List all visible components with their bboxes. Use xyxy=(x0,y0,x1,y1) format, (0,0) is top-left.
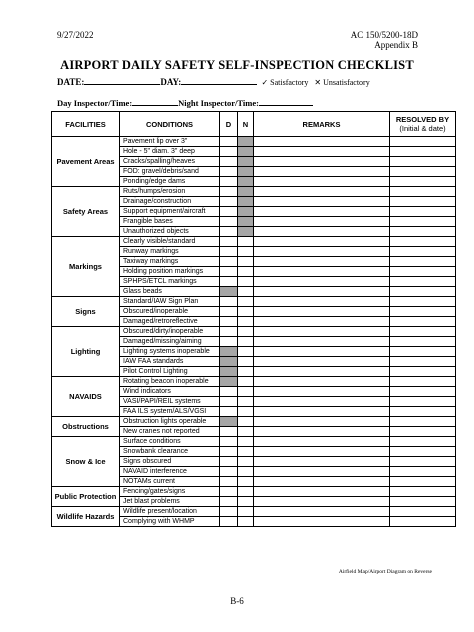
night-check-cell xyxy=(238,157,254,167)
condition-cell: Obscured/inoperable xyxy=(120,307,220,317)
night-check-cell[interactable] xyxy=(238,467,254,477)
resolved-cell[interactable] xyxy=(390,147,456,157)
resolved-cell[interactable] xyxy=(390,187,456,197)
night-check-cell xyxy=(238,137,254,147)
night-check-cell[interactable] xyxy=(238,387,254,397)
condition-cell: Fencing/gates/signs xyxy=(120,487,220,497)
day-check-cell[interactable] xyxy=(220,257,238,267)
remarks-cell[interactable] xyxy=(254,157,390,167)
day-check-cell xyxy=(220,417,238,427)
day-check-cell[interactable] xyxy=(220,237,238,247)
remarks-cell[interactable] xyxy=(254,407,390,417)
condition-cell: Glass beads xyxy=(120,287,220,297)
checkmark-icon: ✓ xyxy=(261,78,269,87)
night-check-cell[interactable] xyxy=(238,457,254,467)
page-title: AIRPORT DAILY SAFETY SELF-INSPECTION CHECKLIST xyxy=(60,58,414,72)
day-check-cell[interactable] xyxy=(220,457,238,467)
resolved-cell[interactable] xyxy=(390,167,456,177)
night-check-cell[interactable] xyxy=(238,327,254,337)
resolved-cell[interactable] xyxy=(390,337,456,347)
resolved-cell[interactable] xyxy=(390,287,456,297)
resolved-cell[interactable] xyxy=(390,217,456,227)
table-header-row xyxy=(52,112,456,137)
resolved-cell[interactable] xyxy=(390,357,456,367)
footnote: Airfield Map/Airport Diagram on Reverse xyxy=(338,569,432,575)
night-check-cell[interactable] xyxy=(238,337,254,347)
day-check-cell[interactable] xyxy=(220,197,238,207)
remarks-cell[interactable] xyxy=(254,217,390,227)
day-label: DAY: xyxy=(160,77,182,87)
day-check-cell[interactable] xyxy=(220,177,238,187)
day-check-cell xyxy=(220,357,238,367)
remarks-cell[interactable] xyxy=(254,437,390,447)
facility-cell: Pavement Areas xyxy=(52,137,120,187)
remarks-cell[interactable] xyxy=(254,177,390,187)
condition-cell: Taxiway markings xyxy=(120,257,220,267)
condition-cell: Standard/IAW Sign Plan xyxy=(120,297,220,307)
resolved-cell[interactable] xyxy=(390,157,456,167)
remarks-cell[interactable] xyxy=(254,467,390,477)
remarks-cell[interactable] xyxy=(254,377,390,387)
condition-cell: Ruts/humps/erosion xyxy=(120,187,220,197)
facility-cell: NAVAIDS xyxy=(52,377,120,417)
remarks-cell[interactable] xyxy=(254,507,390,517)
remarks-cell[interactable] xyxy=(254,397,390,407)
condition-cell: Runway markings xyxy=(120,247,220,257)
condition-cell: VASI/PAPI/REIL systems xyxy=(120,397,220,407)
condition-cell: Rotating beacon inoperable xyxy=(120,377,220,387)
condition-cell: FAA ILS system/ALS/VGSI xyxy=(120,407,220,417)
resolved-cell[interactable] xyxy=(390,517,456,527)
day-check-cell[interactable] xyxy=(220,387,238,397)
condition-cell: Frangible bases xyxy=(120,217,220,227)
remarks-cell[interactable] xyxy=(254,457,390,467)
resolved-cell[interactable] xyxy=(390,257,456,267)
remarks-cell[interactable] xyxy=(254,167,390,177)
night-check-cell[interactable] xyxy=(238,507,254,517)
night-check-cell[interactable] xyxy=(238,497,254,507)
remarks-cell[interactable] xyxy=(254,267,390,277)
remarks-cell[interactable] xyxy=(254,207,390,217)
day-check-cell[interactable] xyxy=(220,297,238,307)
remarks-cell[interactable] xyxy=(254,477,390,487)
day-check-cell[interactable] xyxy=(220,507,238,517)
night-check-cell xyxy=(238,177,254,187)
remarks-cell[interactable] xyxy=(254,357,390,367)
night-inspector-label: Night Inspector/Time: xyxy=(178,98,259,108)
condition-cell: Pilot Control Lighting xyxy=(120,367,220,377)
date-day-line xyxy=(57,75,370,87)
day-check-cell[interactable] xyxy=(220,447,238,457)
resolved-cell[interactable] xyxy=(390,467,456,477)
day-check-cell[interactable] xyxy=(220,207,238,217)
condition-cell: Obstruction lights operable xyxy=(120,417,220,427)
appendix-label: Appendix B xyxy=(374,40,418,50)
condition-cell: Snowbank clearance xyxy=(120,447,220,457)
day-check-cell[interactable] xyxy=(220,277,238,287)
condition-cell: Obscured/dirty/inoperable xyxy=(120,327,220,337)
remarks-cell[interactable] xyxy=(254,277,390,287)
resolved-cell[interactable] xyxy=(390,207,456,217)
condition-cell: Jet blast problems xyxy=(120,497,220,507)
remarks-cell[interactable] xyxy=(254,327,390,337)
col-remarks: REMARKS xyxy=(254,112,390,137)
night-check-cell[interactable] xyxy=(238,277,254,287)
day-field[interactable] xyxy=(181,75,257,85)
table-row xyxy=(52,437,456,447)
remarks-cell[interactable] xyxy=(254,257,390,267)
col-d: D xyxy=(220,112,238,137)
remarks-cell[interactable] xyxy=(254,367,390,377)
day-check-cell[interactable] xyxy=(220,397,238,407)
ac-number: AC 150/5200-18D xyxy=(350,30,418,40)
night-check-cell[interactable] xyxy=(238,297,254,307)
resolved-cell[interactable] xyxy=(390,477,456,487)
col-conditions: CONDITIONS xyxy=(120,112,220,137)
condition-cell: Cracks/spalling/heaves xyxy=(120,157,220,167)
inspector-line xyxy=(57,96,313,108)
night-check-cell[interactable] xyxy=(238,427,254,437)
day-check-cell[interactable] xyxy=(220,487,238,497)
night-check-cell xyxy=(238,227,254,237)
night-inspector-field[interactable] xyxy=(259,96,313,106)
col-facilities: FACILITIES xyxy=(52,112,120,137)
day-check-cell[interactable] xyxy=(220,477,238,487)
resolved-cell[interactable] xyxy=(390,437,456,447)
resolved-sublabel: (Initial & date) xyxy=(399,124,446,133)
day-check-cell[interactable] xyxy=(220,337,238,347)
night-check-cell xyxy=(238,197,254,207)
resolved-cell[interactable] xyxy=(390,237,456,247)
remarks-cell[interactable] xyxy=(254,447,390,457)
remarks-cell[interactable] xyxy=(254,197,390,207)
day-check-cell xyxy=(220,377,238,387)
resolved-cell[interactable] xyxy=(390,387,456,397)
resolved-cell[interactable] xyxy=(390,327,456,337)
condition-cell: NAVAID interference xyxy=(120,467,220,477)
resolved-cell[interactable] xyxy=(390,497,456,507)
remarks-cell[interactable] xyxy=(254,187,390,197)
table-row xyxy=(52,187,456,197)
facility-cell: Public Protection xyxy=(52,487,120,507)
resolved-cell[interactable] xyxy=(390,347,456,357)
remarks-cell[interactable] xyxy=(254,297,390,307)
col-n: N xyxy=(238,112,254,137)
remarks-cell[interactable] xyxy=(254,487,390,497)
facility-cell: Obstructions xyxy=(52,417,120,437)
night-check-cell[interactable] xyxy=(238,287,254,297)
table-row xyxy=(52,327,456,337)
resolved-cell[interactable] xyxy=(390,317,456,327)
day-check-cell[interactable] xyxy=(220,217,238,227)
resolved-cell[interactable] xyxy=(390,177,456,187)
condition-cell: New cranes not reported xyxy=(120,427,220,437)
day-check-cell xyxy=(220,347,238,357)
remarks-cell[interactable] xyxy=(254,247,390,257)
resolved-cell[interactable] xyxy=(390,307,456,317)
day-check-cell[interactable] xyxy=(220,407,238,417)
condition-cell: Damaged/retroreflective xyxy=(120,317,220,327)
resolved-cell[interactable] xyxy=(390,417,456,427)
table-row xyxy=(52,297,456,307)
condition-cell: FOD: gravel/debris/sand xyxy=(120,167,220,177)
day-check-cell[interactable] xyxy=(220,187,238,197)
resolved-label: RESOLVED BY xyxy=(395,115,450,124)
x-mark-icon: ✕ xyxy=(314,78,322,87)
condition-cell: Holding position markings xyxy=(120,267,220,277)
remarks-cell[interactable] xyxy=(254,317,390,327)
table-row xyxy=(52,237,456,247)
day-check-cell[interactable] xyxy=(220,157,238,167)
night-check-cell[interactable] xyxy=(238,347,254,357)
condition-cell: SPHPS/ETCL markings xyxy=(120,277,220,287)
resolved-cell[interactable] xyxy=(390,297,456,307)
legend xyxy=(259,78,369,87)
resolved-cell[interactable] xyxy=(390,227,456,237)
day-check-cell[interactable] xyxy=(220,467,238,477)
resolved-cell[interactable] xyxy=(390,457,456,467)
resolved-cell[interactable] xyxy=(390,447,456,457)
day-check-cell[interactable] xyxy=(220,317,238,327)
condition-cell: Unauthorized objects xyxy=(120,227,220,237)
remarks-cell[interactable] xyxy=(254,237,390,247)
day-check-cell[interactable] xyxy=(220,497,238,507)
condition-cell: Ponding/edge dams xyxy=(120,177,220,187)
remarks-cell[interactable] xyxy=(254,147,390,157)
condition-cell: Support equipment/aircraft xyxy=(120,207,220,217)
condition-cell: Pavement lip over 3" xyxy=(120,137,220,147)
resolved-cell[interactable] xyxy=(390,397,456,407)
table-row xyxy=(52,137,456,147)
resolved-cell[interactable] xyxy=(390,487,456,497)
table-row xyxy=(52,487,456,497)
condition-cell: Complying with WHMP xyxy=(120,517,220,527)
condition-cell: Drainage/construction xyxy=(120,197,220,207)
table-row xyxy=(52,507,456,517)
remarks-cell[interactable] xyxy=(254,417,390,427)
day-check-cell[interactable] xyxy=(220,427,238,437)
facility-cell: Safety Areas xyxy=(52,187,120,237)
remarks-cell[interactable] xyxy=(254,427,390,437)
night-check-cell xyxy=(238,187,254,197)
remarks-cell[interactable] xyxy=(254,517,390,527)
condition-cell: Wildlife present/location xyxy=(120,507,220,517)
col-resolved xyxy=(390,112,456,137)
resolved-cell[interactable] xyxy=(390,507,456,517)
day-check-cell[interactable] xyxy=(220,267,238,277)
document-date: 9/27/2022 xyxy=(57,30,94,40)
date-label: DATE: xyxy=(57,77,85,87)
resolved-cell[interactable] xyxy=(390,407,456,417)
facility-cell: Wildlife Hazards xyxy=(52,507,120,527)
facility-cell: Lighting xyxy=(52,327,120,377)
night-check-cell[interactable] xyxy=(238,437,254,447)
condition-cell: Clearly visible/standard xyxy=(120,237,220,247)
night-check-cell[interactable] xyxy=(238,447,254,457)
remarks-cell[interactable] xyxy=(254,347,390,357)
condition-cell: IAW FAA standards xyxy=(120,357,220,367)
facility-cell: Snow & Ice xyxy=(52,437,120,487)
day-check-cell xyxy=(220,287,238,297)
night-check-cell xyxy=(238,167,254,177)
remarks-cell[interactable] xyxy=(254,287,390,297)
night-check-cell[interactable] xyxy=(238,307,254,317)
night-check-cell[interactable] xyxy=(238,357,254,367)
day-check-cell[interactable] xyxy=(220,247,238,257)
night-check-cell[interactable] xyxy=(238,397,254,407)
night-check-cell xyxy=(238,147,254,157)
day-check-cell[interactable] xyxy=(220,517,238,527)
date-field[interactable] xyxy=(84,75,160,85)
day-check-cell[interactable] xyxy=(220,307,238,317)
night-check-cell xyxy=(238,207,254,217)
night-check-cell[interactable] xyxy=(238,267,254,277)
night-check-cell[interactable] xyxy=(238,407,254,417)
inspection-table xyxy=(51,111,456,527)
remarks-cell[interactable] xyxy=(254,137,390,147)
night-check-cell[interactable] xyxy=(238,377,254,387)
resolved-cell[interactable] xyxy=(390,247,456,257)
day-check-cell[interactable] xyxy=(220,437,238,447)
night-check-cell[interactable] xyxy=(238,517,254,527)
resolved-cell[interactable] xyxy=(390,427,456,437)
night-check-cell[interactable] xyxy=(238,257,254,267)
day-check-cell[interactable] xyxy=(220,147,238,157)
resolved-cell[interactable] xyxy=(390,137,456,147)
night-check-cell[interactable] xyxy=(238,237,254,247)
satisfactory-label: Satisfactory xyxy=(270,78,309,87)
night-check-cell[interactable] xyxy=(238,317,254,327)
unsatisfactory-label: Unsatisfactory xyxy=(323,78,370,87)
day-check-cell[interactable] xyxy=(220,227,238,237)
night-check-cell[interactable] xyxy=(238,247,254,257)
facility-cell: Markings xyxy=(52,237,120,297)
day-inspector-field[interactable] xyxy=(132,96,178,106)
table-row xyxy=(52,417,456,427)
remarks-cell[interactable] xyxy=(254,497,390,507)
night-check-cell[interactable] xyxy=(238,487,254,497)
night-check-cell[interactable] xyxy=(238,477,254,487)
remarks-cell[interactable] xyxy=(254,337,390,347)
condition-cell: Damaged/missing/aiming xyxy=(120,337,220,347)
night-check-cell[interactable] xyxy=(238,367,254,377)
resolved-cell[interactable] xyxy=(390,197,456,207)
resolved-cell[interactable] xyxy=(390,277,456,287)
condition-cell: Wind indicators xyxy=(120,387,220,397)
day-inspector-label: Day Inspector/Time: xyxy=(57,98,133,108)
condition-cell: Signs obscured xyxy=(120,457,220,467)
condition-cell: Lighting systems inoperable xyxy=(120,347,220,357)
resolved-cell[interactable] xyxy=(390,267,456,277)
remarks-cell[interactable] xyxy=(254,307,390,317)
condition-cell: Surface conditions xyxy=(120,437,220,447)
resolved-cell[interactable] xyxy=(390,377,456,387)
night-check-cell xyxy=(238,217,254,227)
remarks-cell[interactable] xyxy=(254,387,390,397)
night-check-cell[interactable] xyxy=(238,417,254,427)
day-check-cell[interactable] xyxy=(220,327,238,337)
page-number: B-6 xyxy=(230,596,244,606)
resolved-cell[interactable] xyxy=(390,367,456,377)
day-check-cell[interactable] xyxy=(220,167,238,177)
condition-cell: NOTAMs current xyxy=(120,477,220,487)
day-check-cell xyxy=(220,367,238,377)
condition-cell: Hole - 5" diam. 3" deep xyxy=(120,147,220,157)
remarks-cell[interactable] xyxy=(254,227,390,237)
day-check-cell[interactable] xyxy=(220,137,238,147)
table-row xyxy=(52,377,456,387)
document-reference xyxy=(351,30,418,50)
facility-cell: Signs xyxy=(52,297,120,327)
